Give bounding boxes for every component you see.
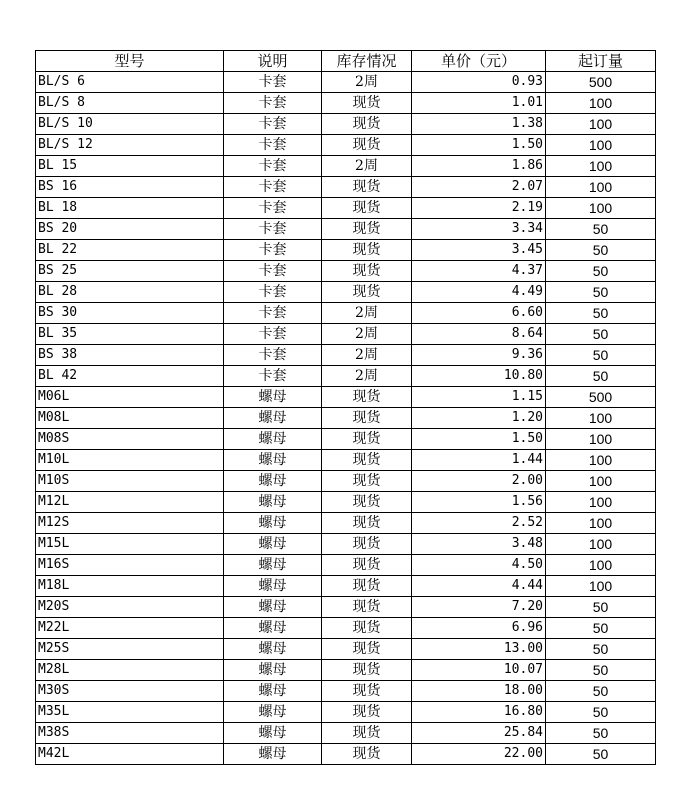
cell-unit-price: 4.37 (412, 261, 546, 282)
cell-model: BL 42 (36, 366, 224, 387)
cell-model: M35L (36, 702, 224, 723)
table-row (36, 513, 656, 534)
cell-min-order-qty: 50 (546, 639, 656, 660)
cell-stock-status: 现货 (322, 492, 412, 513)
cell-unit-price: 10.07 (412, 660, 546, 681)
cell-min-order-qty: 50 (546, 618, 656, 639)
cell-model: M30S (36, 681, 224, 702)
cell-description: 螺母 (224, 702, 322, 723)
cell-unit-price: 3.48 (412, 534, 546, 555)
table-row (36, 72, 656, 93)
cell-stock-status: 2周 (322, 303, 412, 324)
cell-model: BL/S 12 (36, 135, 224, 156)
cell-min-order-qty: 100 (546, 408, 656, 429)
cell-min-order-qty: 50 (546, 282, 656, 303)
header-stock-status: 库存情况 (322, 51, 412, 72)
cell-description: 卡套 (224, 219, 322, 240)
cell-stock-status: 现货 (322, 219, 412, 240)
cell-stock-status: 2周 (322, 345, 412, 366)
cell-stock-status: 2周 (322, 366, 412, 387)
cell-stock-status: 现货 (322, 702, 412, 723)
table-row (36, 660, 656, 681)
cell-stock-status: 现货 (322, 555, 412, 576)
cell-min-order-qty: 100 (546, 534, 656, 555)
cell-model: M22L (36, 618, 224, 639)
cell-stock-status: 现货 (322, 387, 412, 408)
cell-unit-price: 2.00 (412, 471, 546, 492)
table-row (36, 387, 656, 408)
cell-description: 螺母 (224, 387, 322, 408)
table-row (36, 450, 656, 471)
table-row (36, 618, 656, 639)
cell-model: M08L (36, 408, 224, 429)
cell-description: 螺母 (224, 681, 322, 702)
cell-description: 卡套 (224, 135, 322, 156)
cell-unit-price: 1.50 (412, 429, 546, 450)
cell-model: M08S (36, 429, 224, 450)
cell-description: 卡套 (224, 240, 322, 261)
cell-model: BL 28 (36, 282, 224, 303)
cell-description: 螺母 (224, 471, 322, 492)
cell-min-order-qty: 100 (546, 555, 656, 576)
cell-min-order-qty: 100 (546, 93, 656, 114)
cell-unit-price: 18.00 (412, 681, 546, 702)
cell-unit-price: 0.93 (412, 72, 546, 93)
table-row (36, 534, 656, 555)
cell-description: 卡套 (224, 198, 322, 219)
header-min-order-qty: 起订量 (546, 51, 656, 72)
cell-min-order-qty: 50 (546, 681, 656, 702)
cell-unit-price: 22.00 (412, 744, 546, 765)
table-row (36, 408, 656, 429)
cell-model: M38S (36, 723, 224, 744)
cell-model: M28L (36, 660, 224, 681)
cell-description: 螺母 (224, 618, 322, 639)
cell-min-order-qty: 50 (546, 345, 656, 366)
cell-description: 卡套 (224, 303, 322, 324)
table-header (36, 51, 656, 72)
table-row (36, 366, 656, 387)
table-row (36, 135, 656, 156)
table-row (36, 639, 656, 660)
cell-model: BL/S 8 (36, 93, 224, 114)
cell-unit-price: 1.86 (412, 156, 546, 177)
cell-model: BL/S 10 (36, 114, 224, 135)
cell-stock-status: 2周 (322, 72, 412, 93)
cell-unit-price: 3.45 (412, 240, 546, 261)
cell-description: 螺母 (224, 492, 322, 513)
cell-model: BS 25 (36, 261, 224, 282)
cell-model: M25S (36, 639, 224, 660)
cell-min-order-qty: 100 (546, 429, 656, 450)
cell-description: 螺母 (224, 576, 322, 597)
cell-unit-price: 13.00 (412, 639, 546, 660)
cell-min-order-qty: 50 (546, 261, 656, 282)
cell-stock-status: 现货 (322, 177, 412, 198)
cell-description: 螺母 (224, 744, 322, 765)
price-table (35, 50, 656, 765)
cell-min-order-qty: 100 (546, 450, 656, 471)
cell-description: 螺母 (224, 639, 322, 660)
cell-stock-status: 现货 (322, 534, 412, 555)
cell-model: BS 38 (36, 345, 224, 366)
cell-unit-price: 1.15 (412, 387, 546, 408)
table-row (36, 492, 656, 513)
table-row (36, 261, 656, 282)
cell-min-order-qty: 50 (546, 723, 656, 744)
cell-stock-status: 现货 (322, 240, 412, 261)
table-row (36, 702, 656, 723)
cell-unit-price: 1.38 (412, 114, 546, 135)
cell-unit-price: 4.50 (412, 555, 546, 576)
cell-description: 螺母 (224, 429, 322, 450)
cell-stock-status: 现货 (322, 723, 412, 744)
cell-stock-status: 现货 (322, 618, 412, 639)
table-row (36, 156, 656, 177)
cell-model: BL 22 (36, 240, 224, 261)
cell-stock-status: 现货 (322, 261, 412, 282)
cell-stock-status: 现货 (322, 93, 412, 114)
cell-unit-price: 2.19 (412, 198, 546, 219)
cell-stock-status: 现货 (322, 198, 412, 219)
cell-description: 卡套 (224, 93, 322, 114)
cell-unit-price: 7.20 (412, 597, 546, 618)
cell-model: M10S (36, 471, 224, 492)
cell-model: BS 20 (36, 219, 224, 240)
cell-unit-price: 1.44 (412, 450, 546, 471)
cell-unit-price: 1.50 (412, 135, 546, 156)
table-row (36, 723, 656, 744)
cell-stock-status: 现货 (322, 744, 412, 765)
cell-description: 卡套 (224, 114, 322, 135)
cell-unit-price: 6.96 (412, 618, 546, 639)
cell-stock-status: 2周 (322, 324, 412, 345)
cell-stock-status: 现货 (322, 408, 412, 429)
table-row (36, 219, 656, 240)
cell-unit-price: 16.80 (412, 702, 546, 723)
cell-description: 卡套 (224, 156, 322, 177)
cell-unit-price: 2.07 (412, 177, 546, 198)
cell-description: 螺母 (224, 513, 322, 534)
cell-min-order-qty: 100 (546, 135, 656, 156)
cell-unit-price: 3.34 (412, 219, 546, 240)
cell-min-order-qty: 50 (546, 240, 656, 261)
table-row (36, 744, 656, 765)
cell-description: 卡套 (224, 72, 322, 93)
cell-description: 螺母 (224, 597, 322, 618)
cell-min-order-qty: 50 (546, 660, 656, 681)
cell-model: M20S (36, 597, 224, 618)
cell-stock-status: 现货 (322, 597, 412, 618)
cell-stock-status: 现货 (322, 639, 412, 660)
cell-model: BL 15 (36, 156, 224, 177)
cell-min-order-qty: 100 (546, 513, 656, 534)
cell-model: M12L (36, 492, 224, 513)
cell-model: BS 30 (36, 303, 224, 324)
cell-unit-price: 25.84 (412, 723, 546, 744)
cell-stock-status: 现货 (322, 114, 412, 135)
cell-stock-status: 现货 (322, 135, 412, 156)
table-row (36, 114, 656, 135)
header-row (36, 51, 656, 72)
table-row (36, 471, 656, 492)
cell-unit-price: 10.80 (412, 366, 546, 387)
cell-stock-status: 现货 (322, 450, 412, 471)
cell-unit-price: 9.36 (412, 345, 546, 366)
cell-unit-price: 6.60 (412, 303, 546, 324)
cell-min-order-qty: 50 (546, 303, 656, 324)
cell-stock-status: 2周 (322, 156, 412, 177)
cell-min-order-qty: 100 (546, 471, 656, 492)
table-row (36, 429, 656, 450)
cell-min-order-qty: 100 (546, 492, 656, 513)
cell-min-order-qty: 50 (546, 702, 656, 723)
cell-description: 螺母 (224, 660, 322, 681)
table-row (36, 240, 656, 261)
cell-min-order-qty: 50 (546, 597, 656, 618)
cell-description: 卡套 (224, 177, 322, 198)
cell-stock-status: 现货 (322, 576, 412, 597)
cell-min-order-qty: 500 (546, 387, 656, 408)
cell-min-order-qty: 100 (546, 198, 656, 219)
table-row (36, 345, 656, 366)
cell-stock-status: 现货 (322, 282, 412, 303)
cell-stock-status: 现货 (322, 513, 412, 534)
table-row (36, 576, 656, 597)
cell-description: 螺母 (224, 555, 322, 576)
cell-model: M18L (36, 576, 224, 597)
cell-stock-status: 现货 (322, 681, 412, 702)
cell-min-order-qty: 100 (546, 576, 656, 597)
cell-model: BS 16 (36, 177, 224, 198)
cell-unit-price: 4.44 (412, 576, 546, 597)
cell-description: 卡套 (224, 261, 322, 282)
cell-min-order-qty: 50 (546, 219, 656, 240)
cell-description: 卡套 (224, 282, 322, 303)
cell-unit-price: 1.01 (412, 93, 546, 114)
cell-unit-price: 8.64 (412, 324, 546, 345)
cell-model: M06L (36, 387, 224, 408)
table-body (36, 72, 656, 765)
cell-unit-price: 1.56 (412, 492, 546, 513)
cell-model: M15L (36, 534, 224, 555)
cell-unit-price: 2.52 (412, 513, 546, 534)
cell-min-order-qty: 50 (546, 366, 656, 387)
cell-model: M42L (36, 744, 224, 765)
cell-description: 卡套 (224, 366, 322, 387)
table-row (36, 177, 656, 198)
cell-min-order-qty: 100 (546, 156, 656, 177)
table-row (36, 198, 656, 219)
cell-model: BL 35 (36, 324, 224, 345)
cell-description: 螺母 (224, 723, 322, 744)
cell-min-order-qty: 500 (546, 72, 656, 93)
table-row (36, 681, 656, 702)
cell-min-order-qty: 50 (546, 324, 656, 345)
cell-description: 螺母 (224, 450, 322, 471)
cell-stock-status: 现货 (322, 429, 412, 450)
cell-stock-status: 现货 (322, 660, 412, 681)
header-unit-price: 单价（元） (412, 51, 546, 72)
table-row (36, 303, 656, 324)
cell-min-order-qty: 50 (546, 744, 656, 765)
cell-description: 卡套 (224, 345, 322, 366)
cell-unit-price: 1.20 (412, 408, 546, 429)
cell-min-order-qty: 100 (546, 114, 656, 135)
cell-model: BL/S 6 (36, 72, 224, 93)
cell-stock-status: 现货 (322, 471, 412, 492)
cell-model: M12S (36, 513, 224, 534)
cell-model: BL 18 (36, 198, 224, 219)
table-row (36, 555, 656, 576)
cell-unit-price: 4.49 (412, 282, 546, 303)
cell-model: M16S (36, 555, 224, 576)
cell-model: M10L (36, 450, 224, 471)
table-row (36, 282, 656, 303)
cell-description: 卡套 (224, 324, 322, 345)
cell-description: 螺母 (224, 534, 322, 555)
table-row (36, 324, 656, 345)
table-row (36, 597, 656, 618)
cell-min-order-qty: 100 (546, 177, 656, 198)
header-model: 型号 (36, 51, 224, 72)
cell-description: 螺母 (224, 408, 322, 429)
header-description: 说明 (224, 51, 322, 72)
table-row (36, 93, 656, 114)
